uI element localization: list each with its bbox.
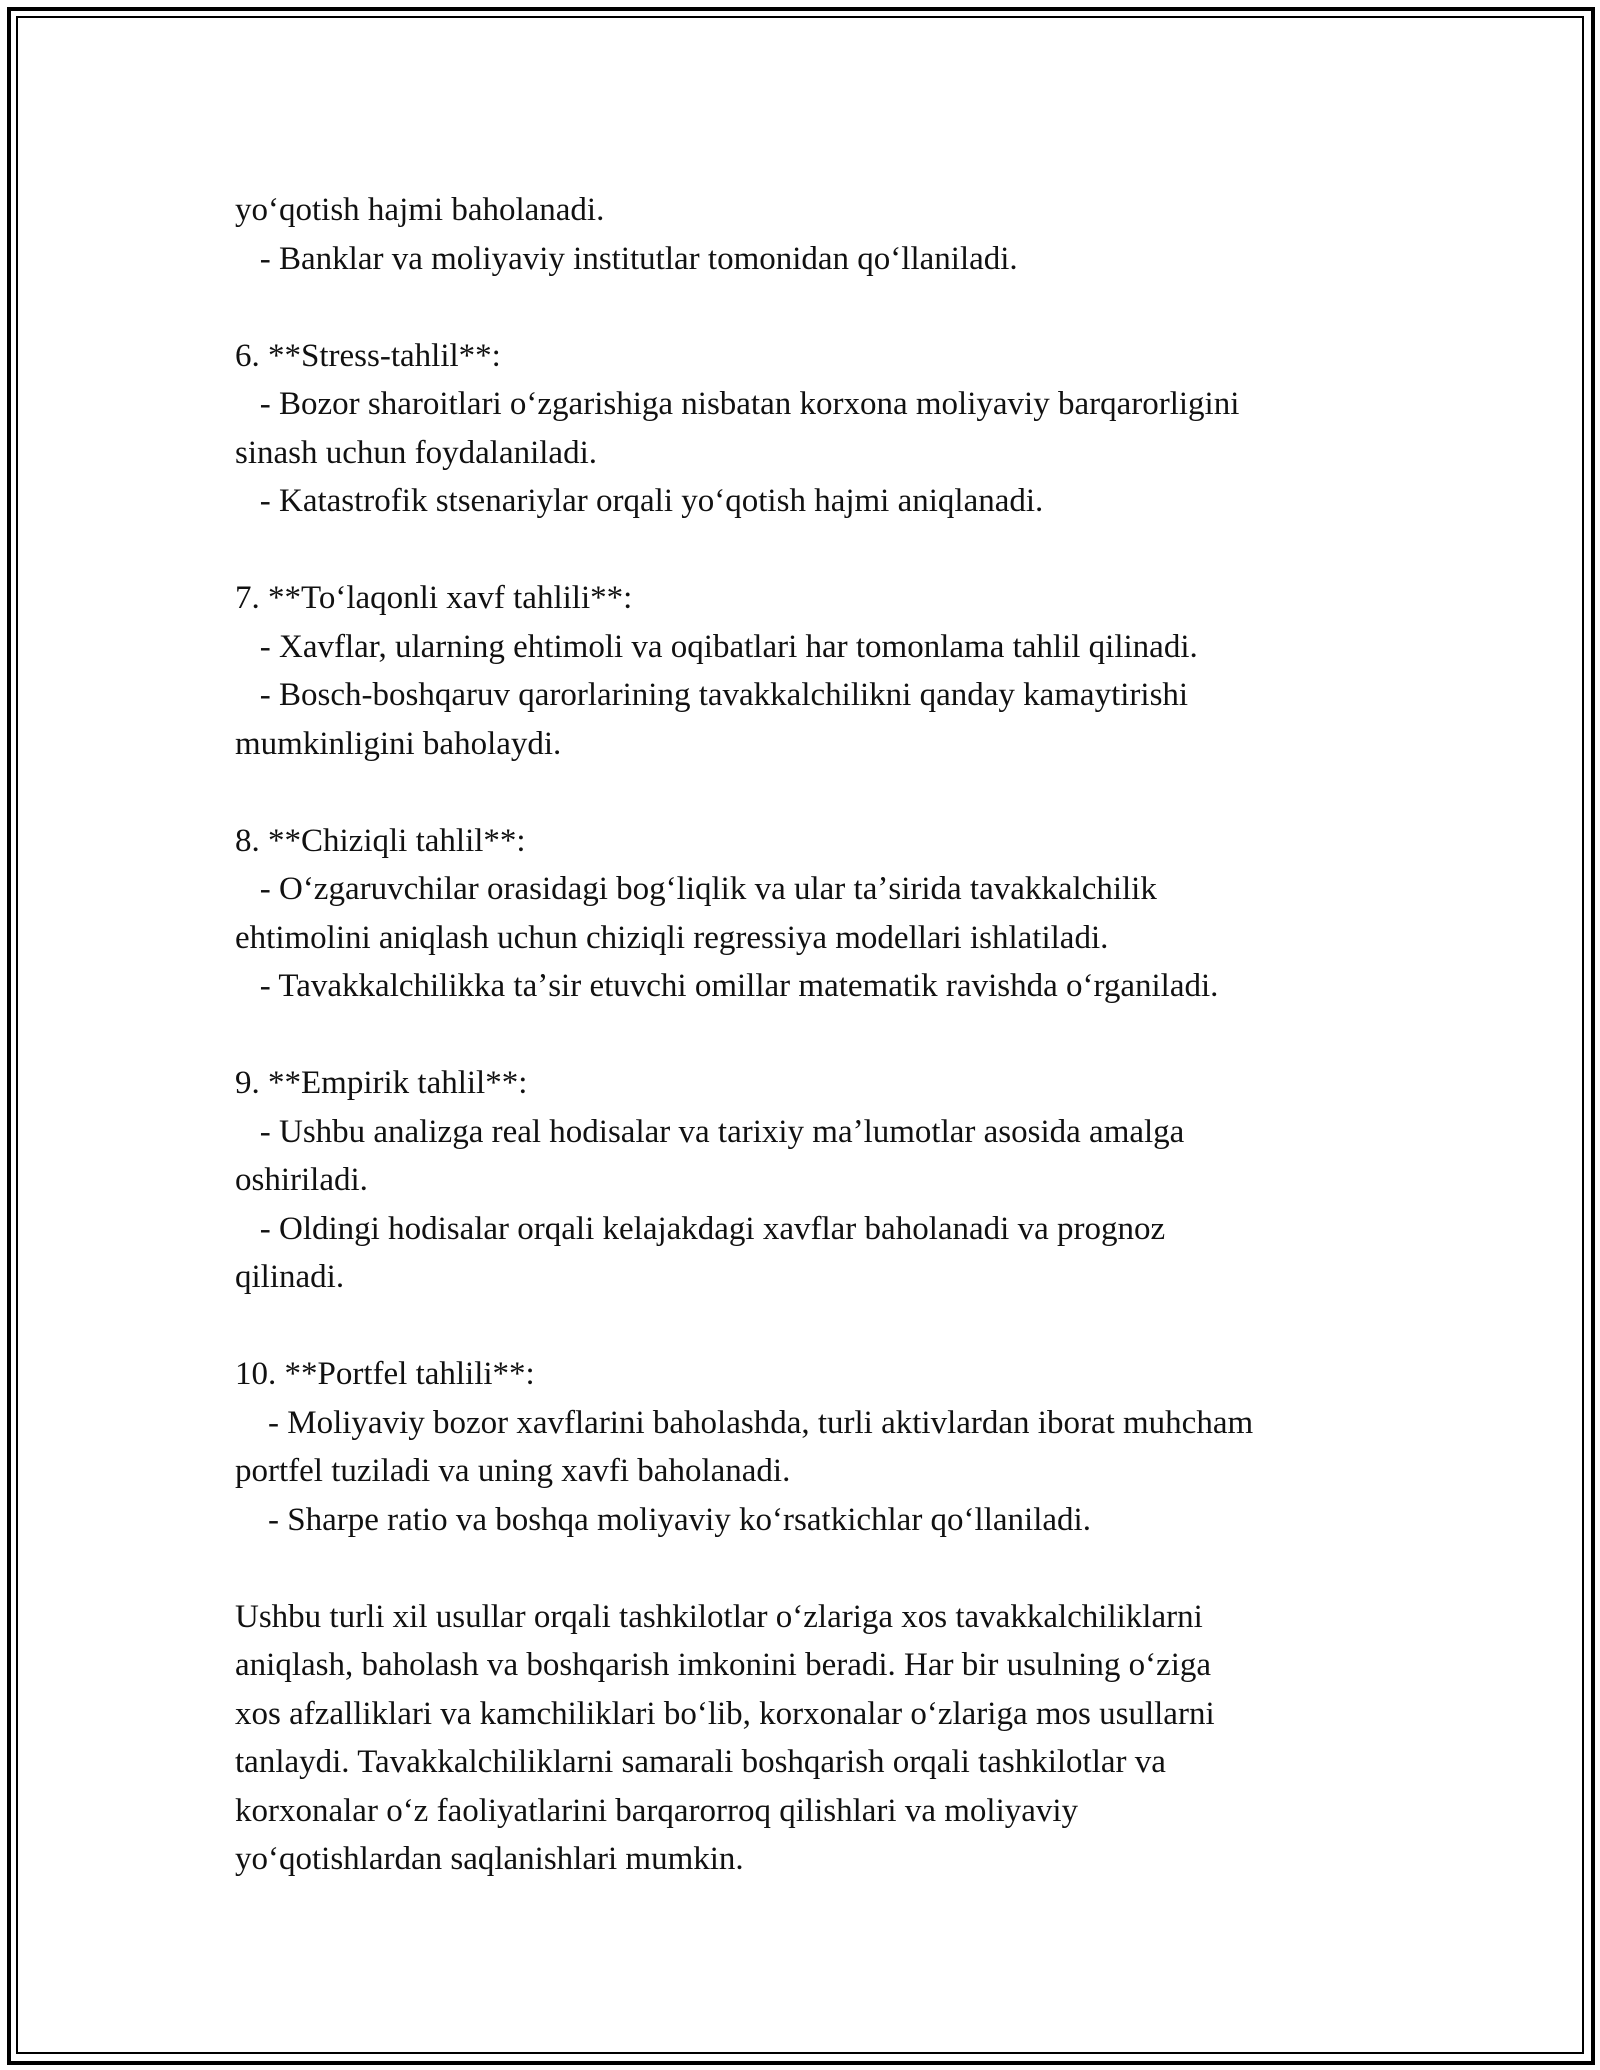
text-line: sinash uchun foydalaniladi. — [235, 434, 598, 471]
text-line: ehtimolini aniqlash uchun chiziqli regressiya modellari ishlatiladi. — [235, 919, 1109, 956]
text-line — [235, 768, 1395, 817]
text-line — [235, 1302, 1395, 1351]
text-line: portfel tuziladi va uning xavfi baholanadi. — [235, 1453, 791, 1489]
text-line — [235, 526, 1395, 575]
text-line — [235, 1011, 1395, 1060]
text-line: 10. **Portfel tahlili**: — [235, 1356, 535, 1392]
text-line — [235, 1544, 1395, 1593]
text-line: yoʻqotishlardan saqlanishlari mumkin. — [235, 1841, 744, 1877]
text-line — [235, 283, 1395, 332]
text-line: - Xavflar, ularning ehtimoli va oqibatlari har tomonlama tahlil qilinadi. — [235, 628, 1198, 665]
document-body — [235, 186, 1395, 1884]
text-line: - Sharpe ratio va boshqa moliyaviy koʻrsatkichlar qoʻllaniladi. — [235, 1501, 1091, 1538]
text-line: - Moliyaviy bozor xavflarini baholashda, turli aktivlardan iborat muhcham — [235, 1404, 1254, 1441]
text-line: korxonalar oʻz faoliyatlarini barqarorroq qilishlari va moliyaviy — [235, 1792, 1079, 1829]
text-line: 8. **Chiziqli tahlil**: — [235, 822, 526, 859]
text-line: - Banklar va moliyaviy institutlar tomonidan qoʻllaniladi. — [235, 240, 1018, 277]
text-line: tanlaydi. Tavakkalchiliklarni samarali boshqarish orqali tashkilotlar va — [235, 1744, 1166, 1780]
text-line: - Bosch-boshqaruv qarorlarining tavakkalchilikni qanday kamaytirishi — [235, 677, 1189, 713]
text-line: aniqlash, baholash va boshqarish imkonini beradi. Har bir usulning oʻziga — [235, 1647, 1212, 1683]
text-line: - Oldingi hodisalar orqali kelajakdagi xavflar baholanadi va prognoz — [235, 1210, 1166, 1247]
text-line: 7. **Toʻlaqonli xavf tahlili**: — [235, 580, 633, 616]
text-line: 6. **Stress-tahlil**: — [235, 337, 501, 374]
text-line: - Tavakkalchilikka taʼsir etuvchi omillar matematik ravishda oʻrganiladi. — [235, 968, 1219, 1004]
text-line: mumkinligini baholaydi. — [235, 725, 562, 762]
text-line: Ushbu turli xil usullar orqali tashkilotlar oʻzlariga xos tavakkalchiliklarni — [235, 1598, 1203, 1635]
text-line: - Katastrofik stsenariylar orqali yoʻqotish hajmi aniqlanadi. — [235, 483, 1044, 519]
text-line: xos afzalliklari va kamchiliklari boʻlib, korxonalar oʻzlariga mos usullarni — [235, 1695, 1215, 1732]
text-line: yoʻqotish hajmi baholanadi. — [235, 192, 605, 228]
text-line: 9. **Empirik tahlil**: — [235, 1065, 528, 1101]
text-line: - Bozor sharoitlari oʻzgarishiga nisbatan korxona moliyaviy barqarorligini — [235, 386, 1240, 422]
text-line: - Oʻzgaruvchilar orasidagi bogʻliqlik va ular taʼsirida tavakkalchilik — [235, 871, 1157, 907]
text-line: oshiriladi. — [235, 1162, 368, 1198]
text-line: qilinadi. — [235, 1259, 345, 1295]
text-line: - Ushbu analizga real hodisalar va tarixiy maʼlumotlar asosida amalga — [235, 1113, 1185, 1150]
